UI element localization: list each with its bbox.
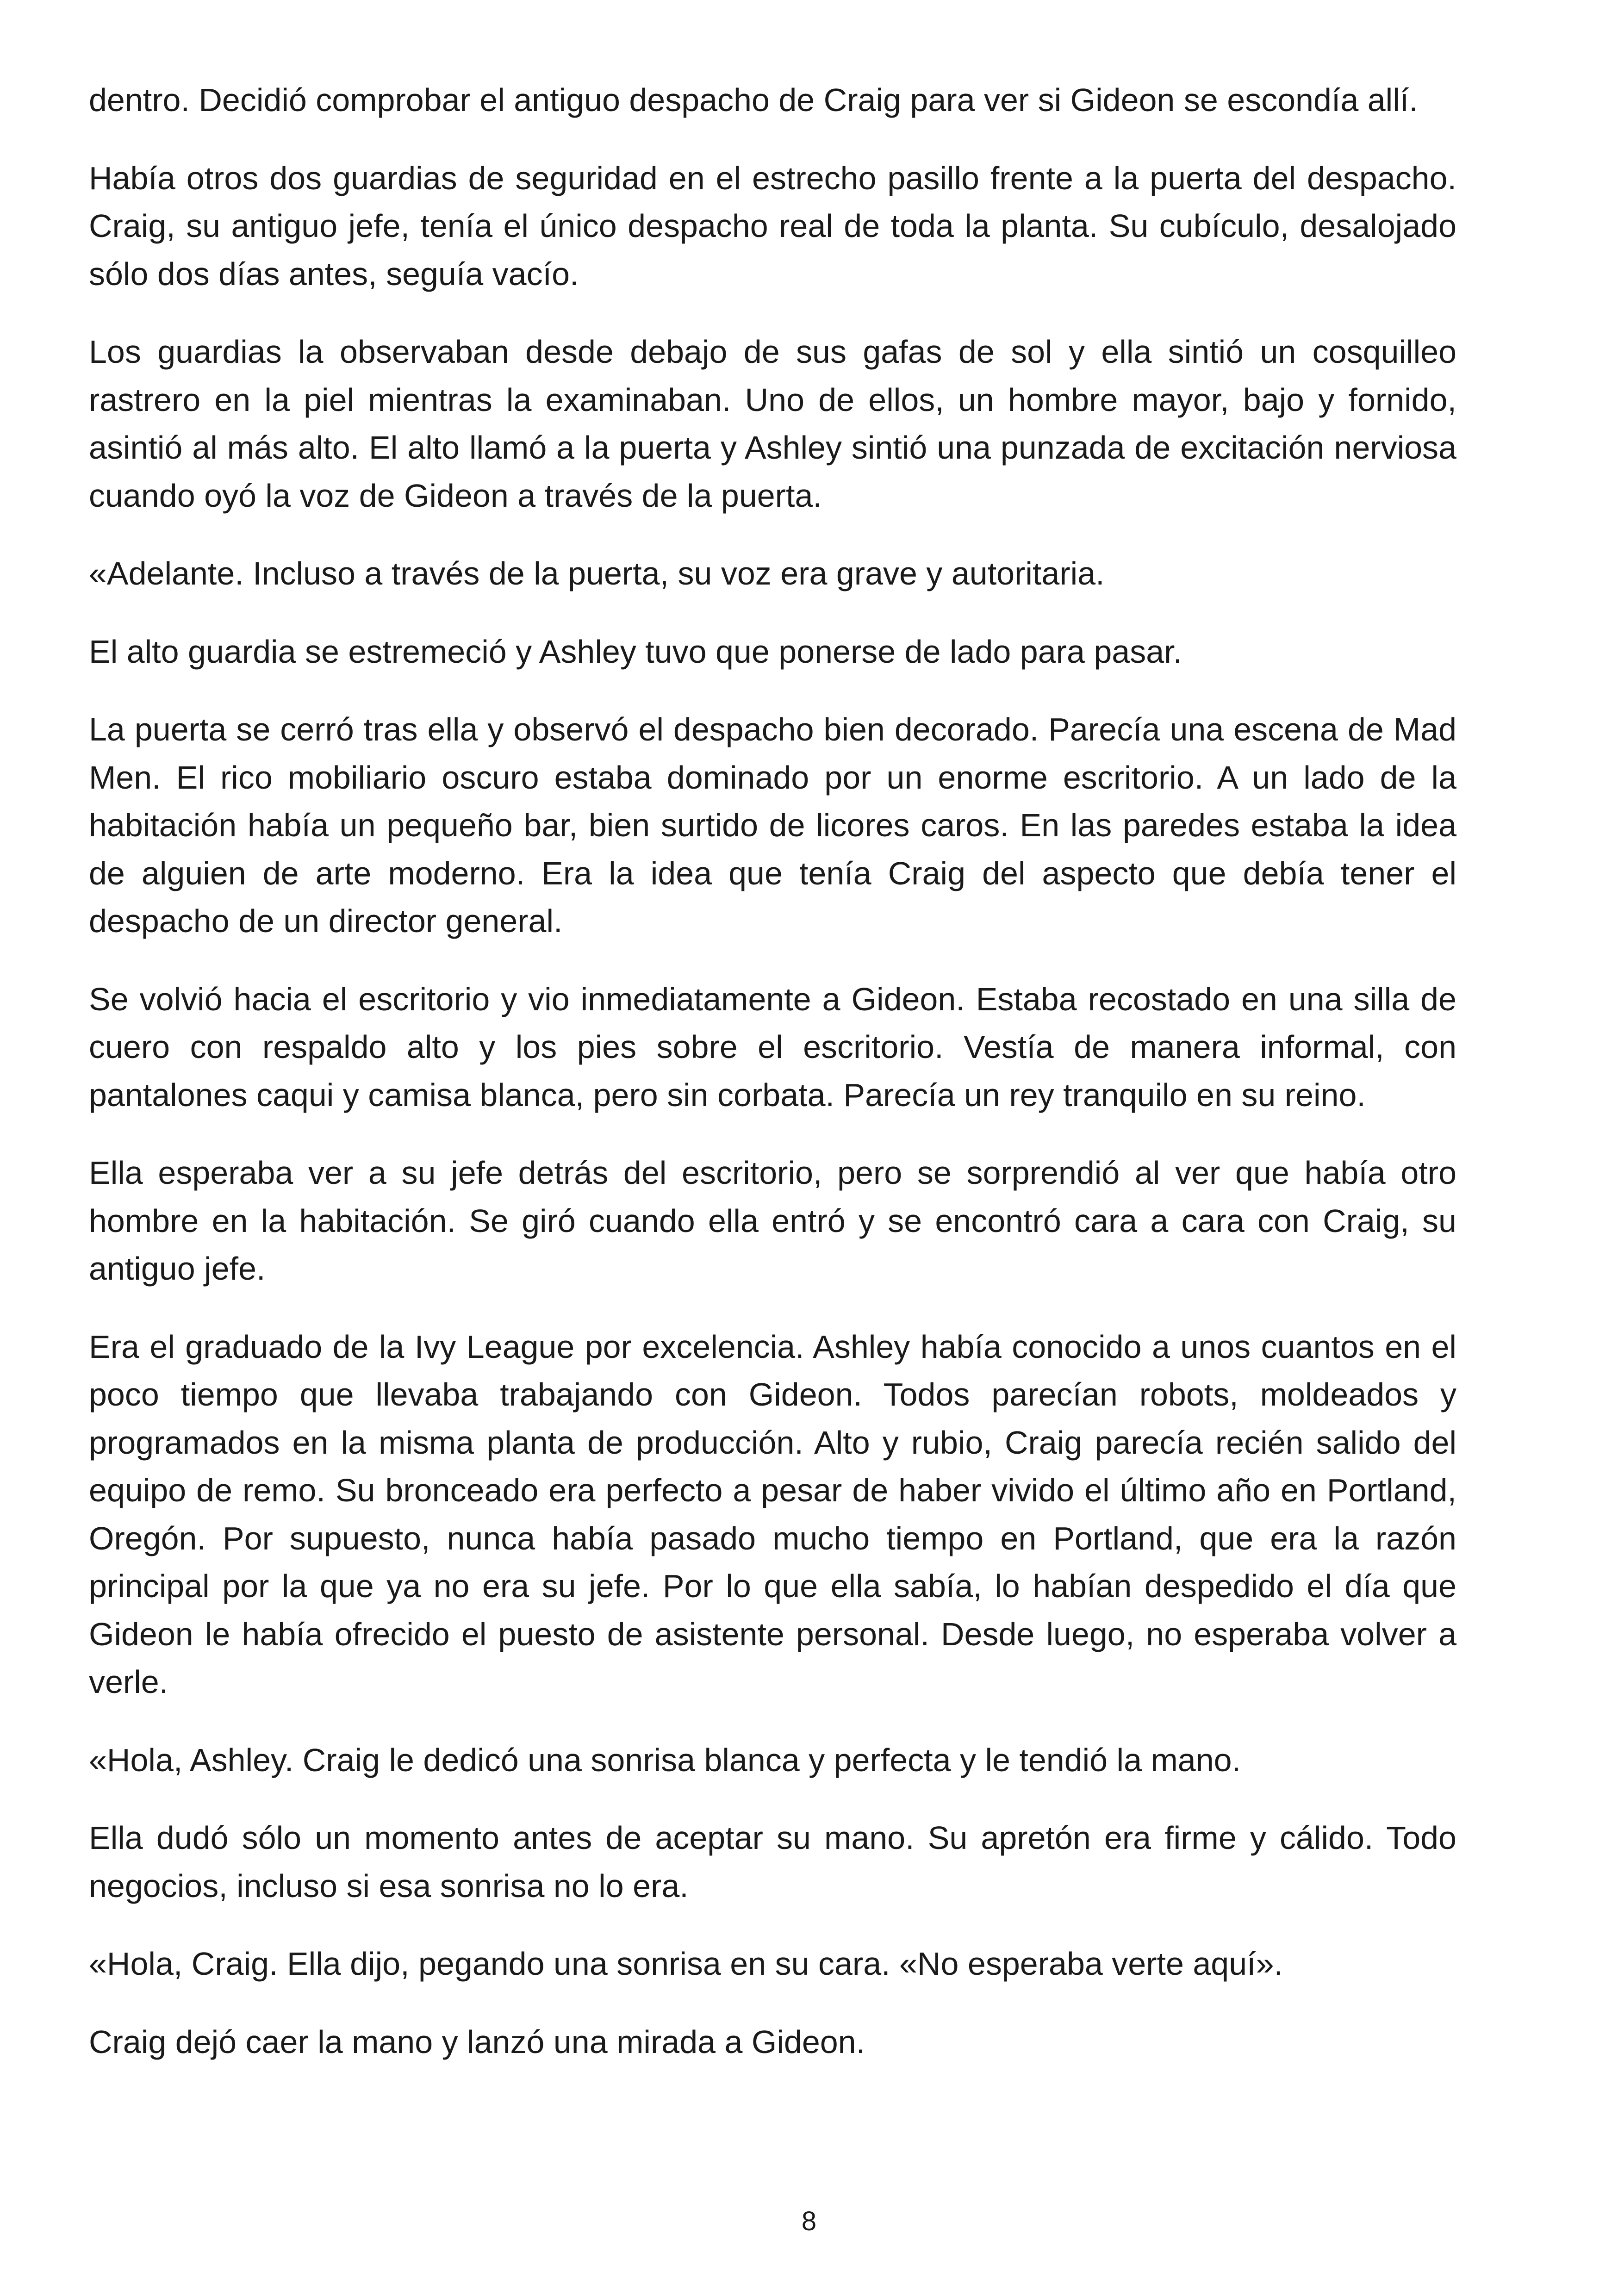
paragraph: «Adelante. Incluso a través de la puerta, su voz era grave y autoritaria. bbox=[89, 555, 1105, 591]
paragraph: dentro. Decidió comprobar el antiguo despacho de Craig para ver si Gideon se escondía allí. bbox=[89, 82, 1418, 118]
paragraph: La puerta se cerró tras ella y observó el despacho bien decorado. Parecía una escena de Mad Men. El rico mobiliario oscuro estaba dominado por un enorme escritorio. A un lado de la habitación había un pequeño bar, bien surtido de licores caros. En las paredes estaba la idea de alguien de arte moderno. Era la idea que tenía Craig del aspecto que debía tener el despacho de un director general. bbox=[89, 711, 1456, 939]
paragraph: Se volvió hacia el escritorio y vio inmediatamente a Gideon. Estaba recostado en una silla de cuero con respaldo alto y los pies sobre el escritorio. Vestía de manera informal, con pantalones caqui y camisa blanca, pero sin corbata. Parecía un rey tranquilo en su reino. bbox=[89, 981, 1456, 1113]
paragraph: Había otros dos guardias de seguridad en el estrecho pasillo frente a la puerta del despacho. Craig, su antiguo jefe, tenía el único despacho real de toda la planta. Su cubículo, desalojado sólo dos días antes, seguía vacío. bbox=[89, 160, 1456, 292]
paragraph: Ella dudó sólo un momento antes de aceptar su mano. Su apretón era firme y cálido. Todo negocios, incluso si esa sonrisa no lo era. bbox=[89, 1820, 1456, 1904]
paragraph: «Hola, Ashley. Craig le dedicó una sonrisa blanca y perfecta y le tendió la mano. bbox=[89, 1742, 1241, 1778]
paragraph: Ella esperaba ver a su jefe detrás del escritorio, pero se sorprendió al ver que había otro hombre en la habitación. Se giró cuando ella entró y se encontró cara a cara con Craig, su antiguo jefe. bbox=[89, 1155, 1456, 1287]
paragraph: Craig dejó caer la mano y lanzó una mirada a Gideon. bbox=[89, 2023, 865, 2060]
page-number: 8 bbox=[801, 2206, 817, 2236]
paragraph: Era el graduado de la Ivy League por excelencia. Ashley había conocido a unos cuantos en el poco tiempo que llevaba trabajando con Gideon. Todos parecían robots, moldeados y programados en la misma planta de producción. Alto y rubio, Craig parecía recién salido del equipo de remo. Su bronceado era perfecto a pesar de haber vivido el último año en Portland, Oregón. Por supuesto, nunca había pasado mucho tiempo en Portland, que era la razón principal por la que ya no era su jefe. Por lo que ella sabía, lo habían despedido el día que Gideon le había ofrecido el puesto de asistente personal. Desde luego, no esperaba volver a verle. bbox=[89, 1328, 1456, 1700]
paragraph: «Hola, Craig. Ella dijo, pegando una sonrisa en su cara. «No esperaba verte aquí». bbox=[89, 1946, 1283, 1982]
document-body bbox=[89, 76, 1456, 2096]
paragraph: Los guardias la observaban desde debajo de sus gafas de sol y ella sintió un cosquilleo rastrero en la piel mientras la examinaban. Uno de ellos, un hombre mayor, bajo y fornido, asintió al más alto. El alto llamó a la puerta y Ashley sintió una punzada de excitación nerviosa cuando oyó la voz de Gideon a través de la puerta. bbox=[89, 334, 1456, 514]
paragraph: El alto guardia se estremeció y Ashley tuvo que ponerse de lado para pasar. bbox=[89, 633, 1182, 670]
